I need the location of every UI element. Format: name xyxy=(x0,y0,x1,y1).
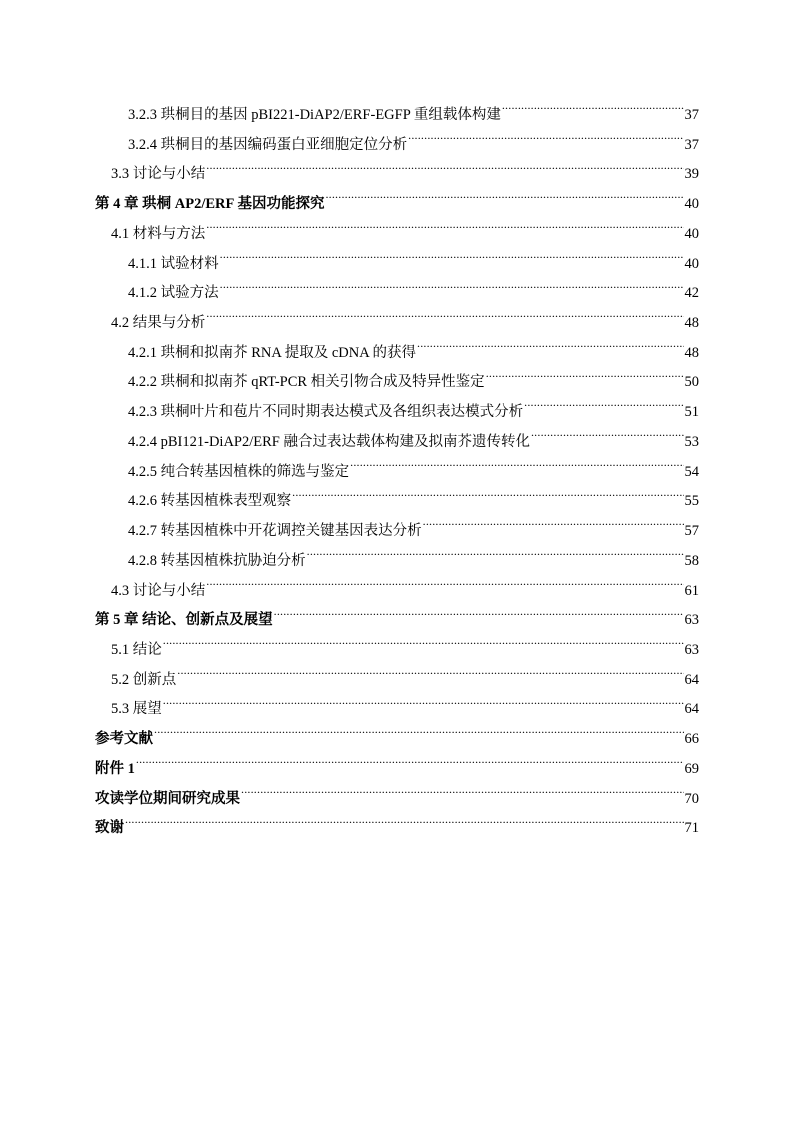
toc-entry-page-number: 40 xyxy=(684,255,699,272)
toc-entry-page-number: 42 xyxy=(684,285,699,302)
dot-leader xyxy=(417,342,684,357)
dot-leader xyxy=(531,431,684,446)
toc-entry-page-number: 66 xyxy=(684,731,699,748)
dot-leader xyxy=(486,372,684,387)
toc-entry[interactable] xyxy=(95,190,699,220)
toc-entry[interactable] xyxy=(95,577,699,607)
dot-leader xyxy=(307,550,684,565)
toc-entry[interactable] xyxy=(95,487,699,517)
toc-entry[interactable] xyxy=(95,606,699,636)
dot-leader xyxy=(206,223,683,238)
toc-entry-title: 3.2.3 珙桐目的基因 pBI221-DiAP2/ERF-EGFP 重组载体构建 xyxy=(128,107,501,123)
toc-entry-page-number: 64 xyxy=(684,671,699,688)
toc-entry-page-number: 39 xyxy=(684,166,699,183)
toc-entry[interactable] xyxy=(95,458,699,488)
toc-entry[interactable] xyxy=(95,220,699,250)
dot-leader xyxy=(325,194,683,209)
toc-entry[interactable] xyxy=(95,339,699,369)
table-of-contents xyxy=(95,101,699,844)
toc-entry-page-number: 71 xyxy=(684,820,699,837)
toc-entry[interactable] xyxy=(95,755,699,785)
toc-entry[interactable] xyxy=(95,814,699,844)
toc-entry-page-number: 40 xyxy=(684,196,699,213)
dot-leader xyxy=(241,788,684,803)
dot-leader xyxy=(136,758,684,773)
toc-entry-page-number: 58 xyxy=(684,552,699,569)
toc-entry-title: 4.1.2 试验方法 xyxy=(128,285,219,302)
dot-leader xyxy=(177,669,683,684)
toc-entry-title: 4.2 结果与分析 xyxy=(111,315,206,332)
toc-entry[interactable] xyxy=(95,725,699,755)
toc-entry-title: 4.1 材料与方法 xyxy=(111,225,206,242)
dot-leader xyxy=(220,283,684,298)
dot-leader xyxy=(163,699,684,714)
toc-entry-title: 4.1.1 试验材料 xyxy=(128,255,219,272)
toc-entry-title: 第 4 章 珙桐 AP2/ERF 基因功能探究 xyxy=(95,196,325,213)
toc-entry-page-number: 54 xyxy=(684,463,699,480)
toc-entry-title: 附件 1 xyxy=(95,760,135,777)
toc-entry-page-number: 48 xyxy=(684,344,699,361)
toc-entry[interactable] xyxy=(95,131,699,161)
dot-leader xyxy=(350,461,683,476)
toc-entry-page-number: 70 xyxy=(684,790,699,807)
dot-leader xyxy=(206,313,683,328)
toc-entry-title: 攻读学位期间研究成果 xyxy=(95,790,240,807)
toc-entry-title: 致谢 xyxy=(95,820,124,837)
toc-entry-page-number: 64 xyxy=(684,701,699,718)
toc-entry-page-number: 50 xyxy=(684,374,699,391)
dot-leader xyxy=(220,253,684,268)
toc-entry-title: 4.3 讨论与小结 xyxy=(111,582,206,599)
toc-entry-title: 5.2 创新点 xyxy=(111,671,177,688)
dot-leader xyxy=(292,491,683,506)
dot-leader xyxy=(502,105,684,120)
toc-entry[interactable] xyxy=(95,547,699,577)
toc-entry-title: 3.2.4 珙桐目的基因编码蛋白亚细胞定位分析 xyxy=(128,136,408,153)
toc-entry-title: 参考文献 xyxy=(95,731,153,748)
dot-leader xyxy=(524,402,683,417)
dot-leader xyxy=(163,639,684,654)
toc-entry[interactable] xyxy=(95,398,699,428)
toc-entry-title: 4.2.7 转基因植株中开花调控关键基因表达分析 xyxy=(128,523,422,540)
toc-entry-title: 5.3 展望 xyxy=(111,701,162,718)
toc-entry-page-number: 40 xyxy=(684,225,699,242)
toc-entry[interactable] xyxy=(95,695,699,725)
dot-leader xyxy=(206,164,683,179)
toc-entry-page-number: 51 xyxy=(684,404,699,421)
toc-entry-title: 4.2.1 珙桐和拟南芥 RNA 提取及 cDNA 的获得 xyxy=(128,344,416,361)
toc-entry-page-number: 37 xyxy=(684,136,699,153)
dot-leader xyxy=(408,134,683,149)
toc-entry[interactable] xyxy=(95,160,699,190)
toc-entry[interactable] xyxy=(95,428,699,458)
dot-leader xyxy=(206,580,683,595)
toc-entry-page-number: 37 xyxy=(684,107,699,123)
toc-entry-page-number: 55 xyxy=(684,493,699,510)
toc-entry-title: 4.2.5 纯合转基因植株的筛选与鉴定 xyxy=(128,463,350,480)
toc-entry-page-number: 63 xyxy=(684,612,699,629)
toc-entry-page-number: 61 xyxy=(684,582,699,599)
dot-leader xyxy=(423,521,684,536)
toc-entry-page-number: 69 xyxy=(684,760,699,777)
toc-entry-title: 4.2.2 珙桐和拟南芥 qRT-PCR 相关引物合成及特异性鉴定 xyxy=(128,374,485,391)
toc-entry-page-number: 48 xyxy=(684,315,699,332)
dot-leader xyxy=(274,610,684,625)
toc-entry-title: 第 5 章 结论、创新点及展望 xyxy=(95,612,273,629)
toc-entry-title: 3.3 讨论与小结 xyxy=(111,166,206,183)
toc-entry[interactable] xyxy=(95,368,699,398)
toc-entry[interactable] xyxy=(95,309,699,339)
toc-entry[interactable] xyxy=(95,666,699,696)
toc-entry-page-number: 63 xyxy=(684,641,699,658)
toc-entry-title: 4.2.3 珙桐叶片和苞片不同时期表达模式及各组织表达模式分析 xyxy=(128,404,524,421)
toc-entry[interactable] xyxy=(95,517,699,547)
toc-entry-title: 5.1 结论 xyxy=(111,641,162,658)
dot-leader xyxy=(125,818,684,833)
toc-entry[interactable] xyxy=(95,785,699,815)
toc-entry-title: 4.2.8 转基因植株抗胁迫分析 xyxy=(128,552,306,569)
toc-entry-title: 4.2.4 pBI121-DiAP2/ERF 融合过表达载体构建及拟南芥遗传转化 xyxy=(128,433,530,450)
toc-entry-page-number: 57 xyxy=(684,523,699,540)
toc-entry[interactable] xyxy=(95,250,699,280)
toc-entry[interactable] xyxy=(95,101,699,131)
toc-entry[interactable] xyxy=(95,636,699,666)
toc-entry[interactable] xyxy=(95,279,699,309)
toc-entry-page-number: 53 xyxy=(684,433,699,450)
toc-entry-title: 4.2.6 转基因植株表型观察 xyxy=(128,493,292,510)
dot-leader xyxy=(154,729,684,744)
